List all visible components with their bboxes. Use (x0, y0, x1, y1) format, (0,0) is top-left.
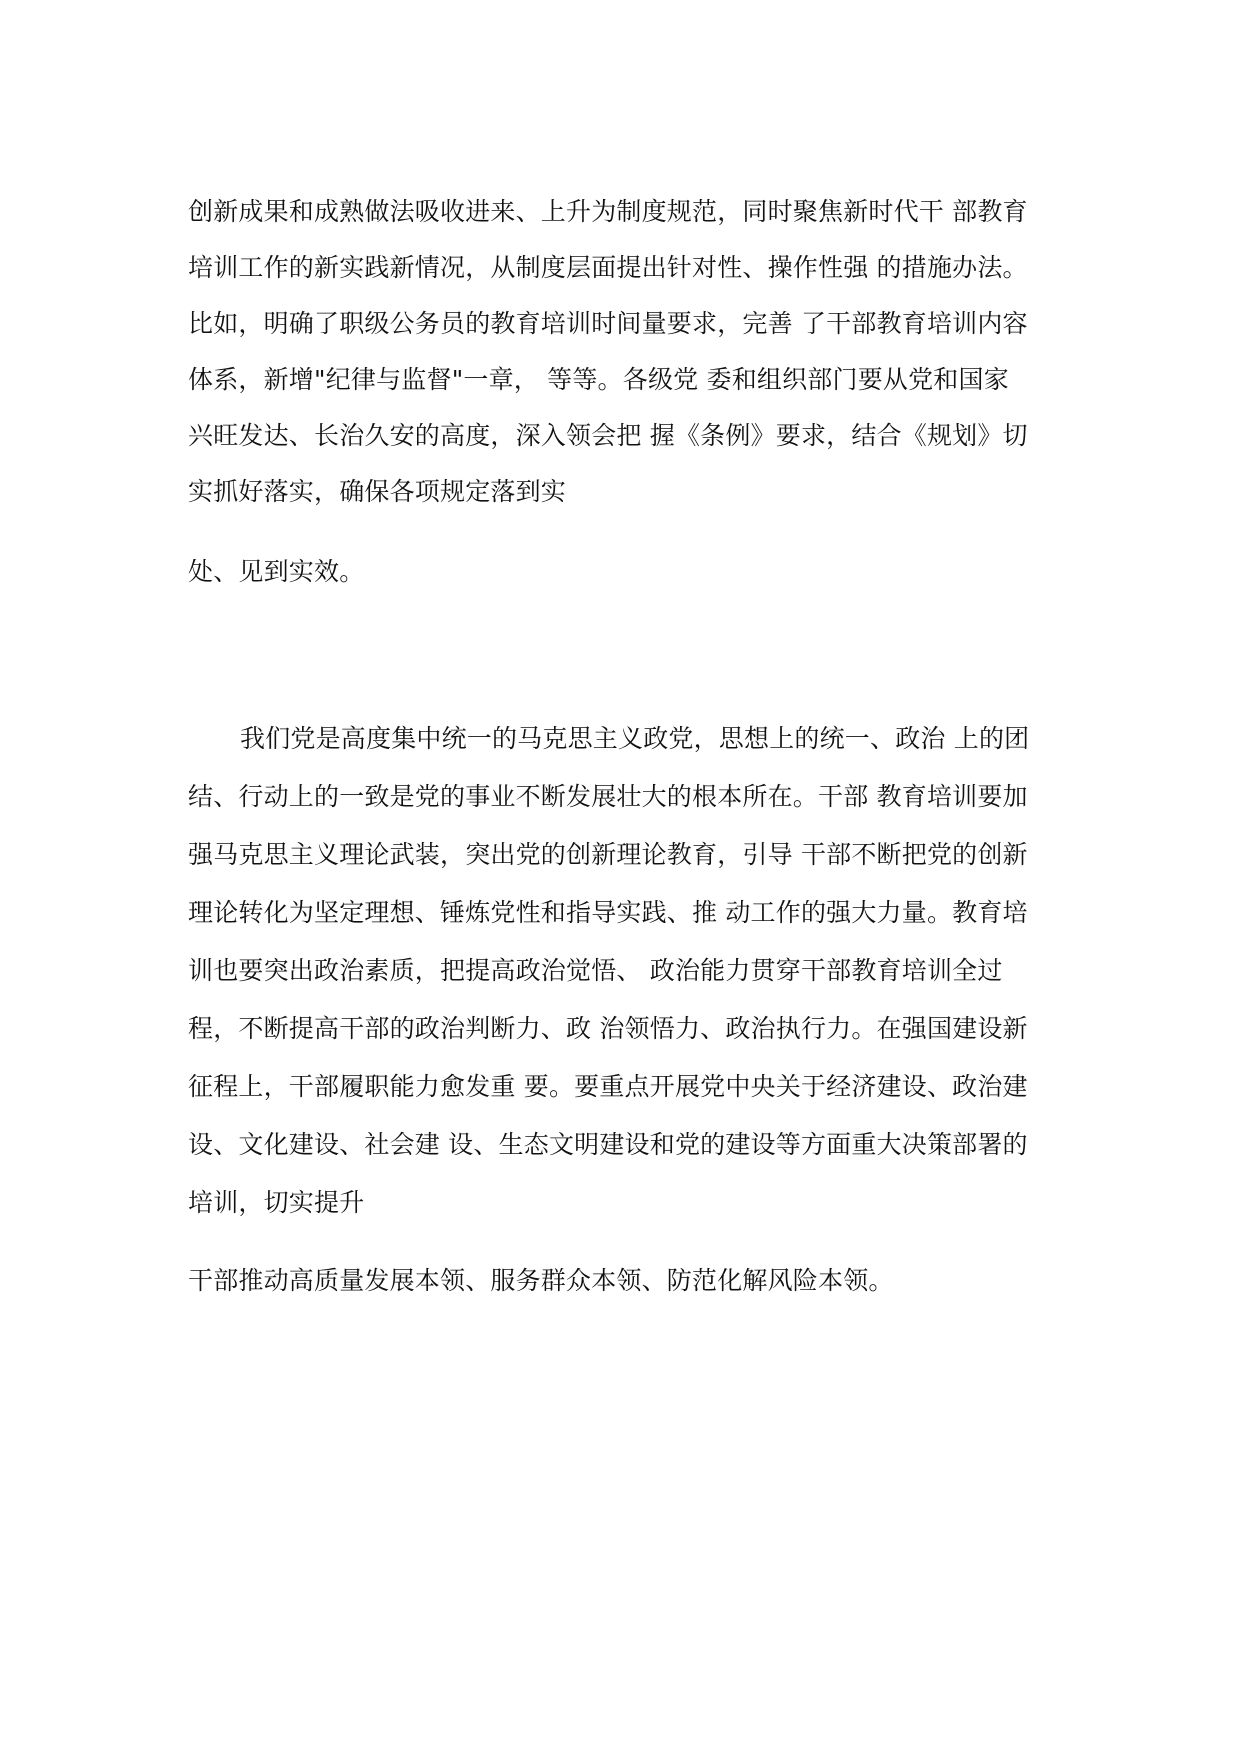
paragraph-2-line-3: 强马克思主义理论武装，突出党的创新理论教育，引导 干部不断把党的创新 (188, 840, 1028, 869)
paragraph-2-line-4: 理论转化为坚定理想、锤炼党性和指导实践、推 动工作的强大力量。教育培 (188, 898, 1028, 927)
paragraph-1-line-5: 兴旺发达、长治久安的高度，深入领会把 握《条例》要求，结合《规划》切 (188, 421, 1028, 450)
paragraph-2-line-8: 设、文化建设、社会建 设、生态文明建设和党的建设等方面重大决策部署的 (188, 1130, 1028, 1159)
paragraph-1-line-1: 创新成果和成熟做法吸收进来、上升为制度规范，同时聚焦新时代干 部教育 (188, 197, 1028, 226)
paragraph-1-line-6: 实抓好落实，确保各项规定落到实 (188, 477, 567, 506)
paragraph-1-line-4: 体系，新增"纪律与监督"一章， 等等。各级党 委和组织部门要从党和国家 (188, 365, 1009, 394)
paragraph-2-line-7: 征程上，干部履职能力愈发重 要。要重点开展党中央关于经济建设、政治建 (188, 1072, 1028, 1101)
paragraph-2-line-2: 结、行动上的一致是党的事业不断发展壮大的根本所在。干部 教育培训要加 (188, 782, 1028, 811)
paragraph-1-line-2: 培训工作的新实践新情况，从制度层面提出针对性、操作性强 的措施办法。 (188, 253, 1028, 282)
paragraph-2-line-6: 程，不断提高干部的政治判断力、政 治领悟力、政治执行力。在强国建设新 (188, 1014, 1028, 1043)
paragraph-1-line-7: 处、见到实效。 (188, 557, 365, 586)
paragraph-2-line-1: 我们党是高度集中统一的马克思主义政党，思想上的统一、政治 上的团 (240, 724, 1030, 753)
paragraph-1-line-3: 比如，明确了职级公务员的教育培训时间量要求，完善 了干部教育培训内容 (188, 309, 1028, 338)
paragraph-2-line-10: 干部推动高质量发展本领、服务群众本领、防范化解风险本领。 (188, 1266, 894, 1295)
paragraph-2-line-5: 训也要突出政治素质，把提高政治觉悟、 政治能力贯穿干部教育培训全过 (188, 956, 1003, 985)
paragraph-2-line-9: 培训，切实提升 (188, 1188, 365, 1217)
